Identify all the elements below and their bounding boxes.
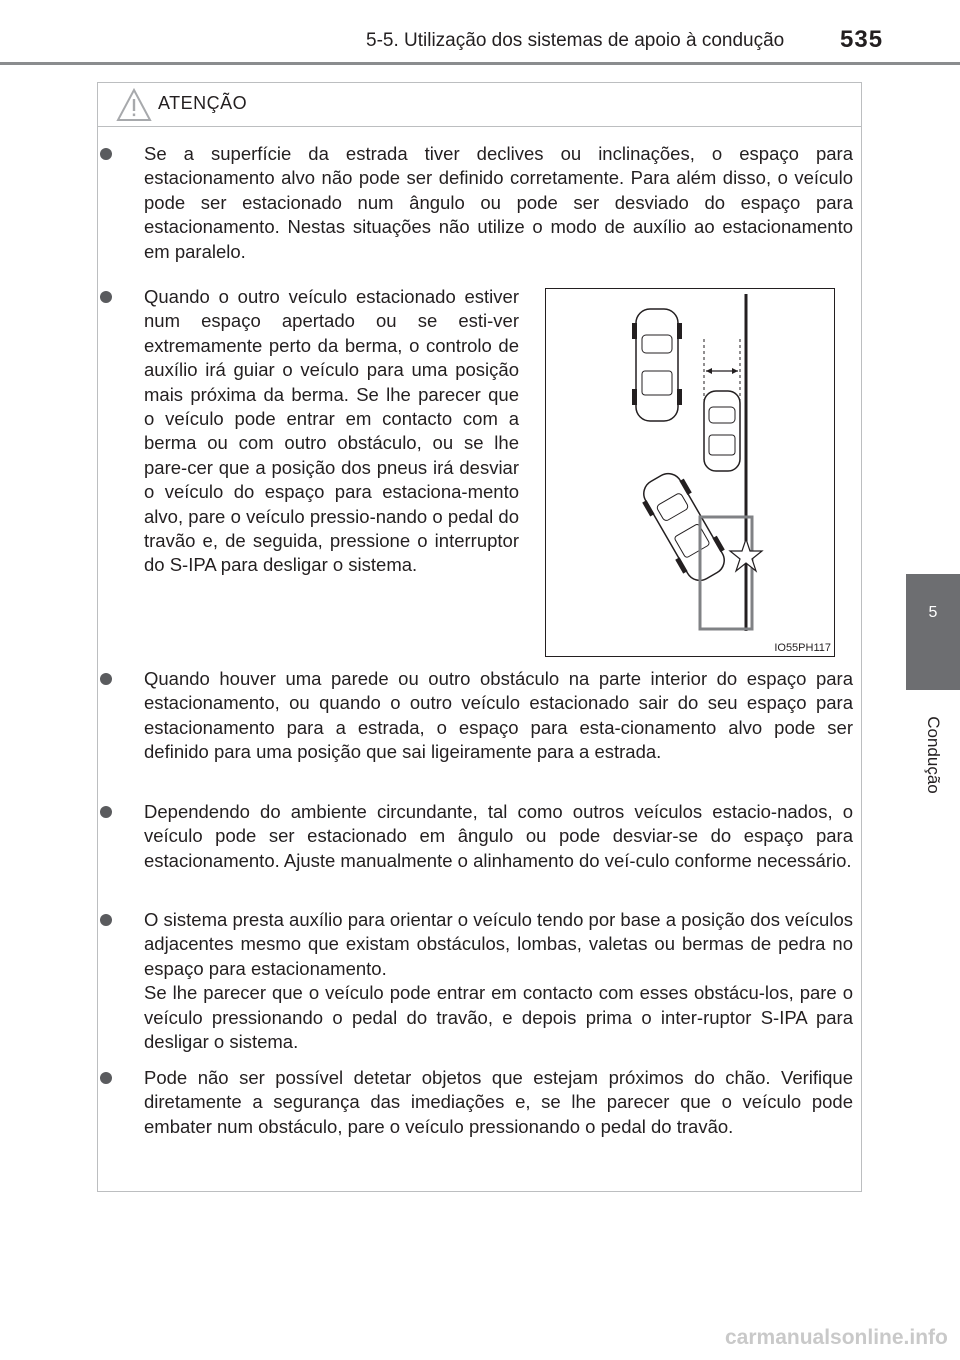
- warning-item: Quando houver uma parede ou outro obstáculo na parte interior do espaço para estacionamento, ou quando o outro veículo estacionado sair do seu espaço para estacionamento para a estrada, o espaço para esta-cionamento alvo pode ser definido para uma posição que sai ligeiramente para a estrada.: [144, 668, 853, 763]
- bullet-icon: [100, 806, 112, 818]
- warning-item: Quando o outro veículo estacionado estiver num espaço apertado ou se esti-ver extremamente perto da berma, o controlo de auxílio irá guiar o veículo para uma posição mais próxima da berma. Se lhe parecer que o veículo pode entrar em contacto com a berma ou com outro obstáculo, ou se lhe pare-cer que a posição dos pneus irá desviar o veículo do espaço para estaciona-mento alvo, pare o veículo pressio-nando o pedal do travão e, de seguida, pressione o interruptor do S-IPA para desligar o sistema.: [144, 286, 519, 576]
- header-divider: [0, 62, 960, 65]
- chapter-number: 5: [928, 604, 938, 621]
- parking-diagram: [545, 288, 835, 657]
- bullet-icon: [100, 914, 112, 926]
- warning-item: Dependendo do ambiente circundante, tal como outros veículos estacio-nados, o veículo pode ser estacionado em ângulo ou pode desviar-se do espaço para estacionamento. Ajuste manualmente o alinhamento do veí-culo conforme necessário.: [144, 801, 853, 871]
- bullet-icon: [100, 291, 112, 303]
- warning-item: Pode não ser possível detetar objetos que estejam próximos do chão. Verifique diretamente a segurança das imediações e, se lhe parecer que o veículo pode embater num obstáculo, pare o veículo pressionando o pedal do travão.: [144, 1067, 853, 1137]
- bullet-icon: [100, 1072, 112, 1084]
- chapter-name: Condução: [924, 716, 943, 794]
- section-title: 5-5. Utilização dos sistemas de apoio à condução: [366, 30, 785, 51]
- bullet-icon: [100, 673, 112, 685]
- parking-illustration: [546, 289, 836, 658]
- warning-item: O sistema presta auxílio para orientar o veículo tendo por base a posição dos veículos adjacentes mesmo que existam obstáculos, lombas, valetas ou bermas de pedra no espaço para estacionamento. Se lhe parecer que o veículo pode entrar em contacto com esses obstácu-los, pare o veículo pressionando o pedal do travão, e depois prima o inter-ruptor S-IPA para desligar o sistema.: [144, 909, 853, 1053]
- bullet-icon: [100, 148, 112, 160]
- warning-title: ATENÇÃO: [158, 93, 248, 113]
- figure-code: IO55PH117: [774, 642, 831, 654]
- chapter-name-label: [908, 700, 958, 810]
- chapter-tab[interactable]: [906, 574, 960, 690]
- warning-header: [98, 83, 861, 127]
- warning-triangle-icon: [116, 88, 152, 122]
- page-number: 535: [840, 26, 884, 53]
- warning-item: Se a superfície da estrada tiver declives ou inclinações, o espaço para estacionamento alvo não pode ser definido corretamente. Para além disso, o veículo pode ser estacionado num ângulo ou pode ser desviado do espaço para estacionamento. Nestas situações não utilize o modo de auxílio ao estacionamento em paralelo.: [144, 143, 853, 262]
- watermark: carmanualsonline.info: [725, 1326, 948, 1349]
